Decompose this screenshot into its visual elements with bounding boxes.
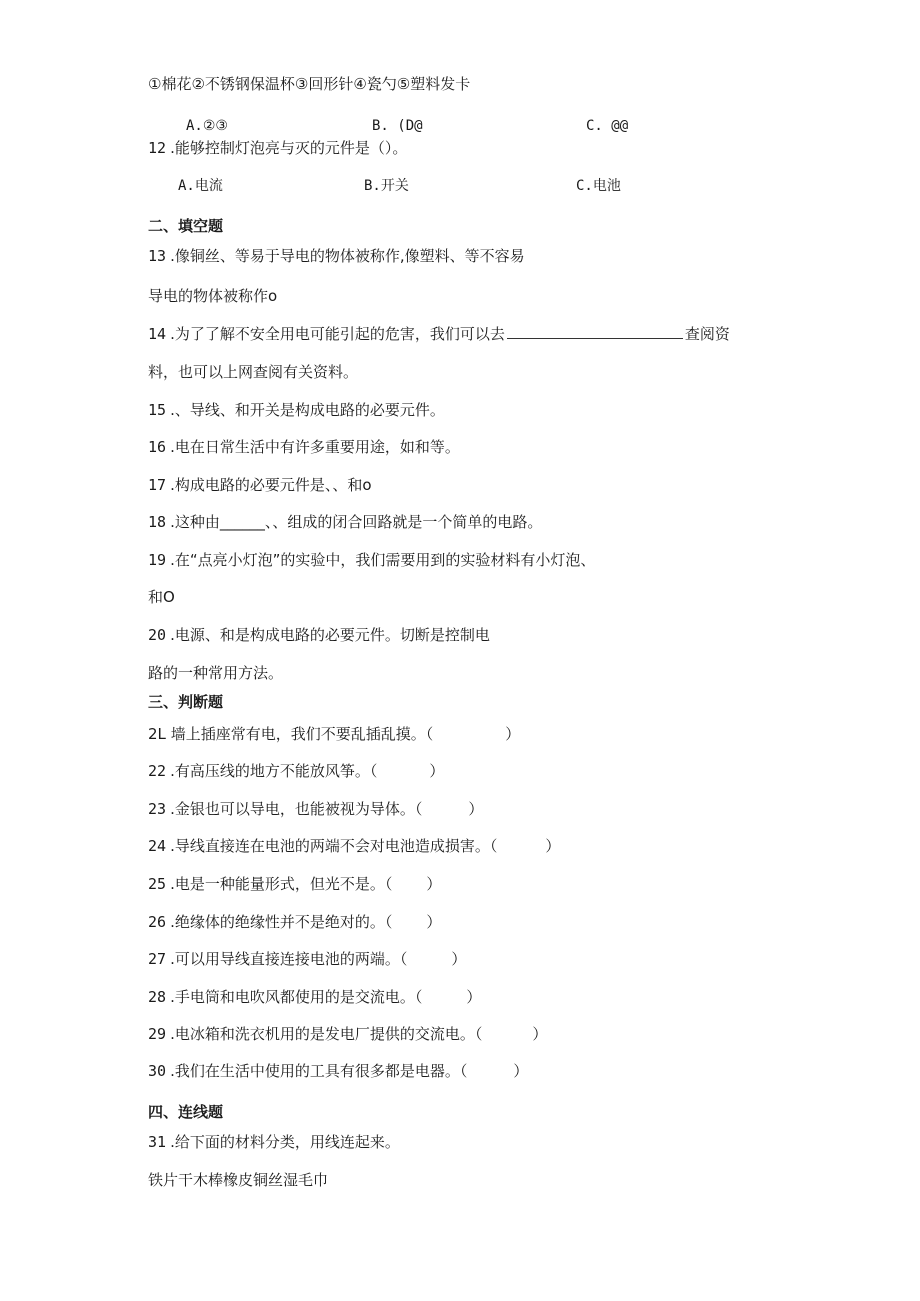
q20-number: 20 [148, 626, 167, 644]
judge-25-text: .电是一种能量形式，但光不是。（ [170, 875, 393, 893]
judge-question-28 [148, 987, 481, 1007]
judge-21-close: ） [505, 725, 521, 743]
q17-number: 17 [148, 476, 167, 494]
q12-option-c: C.电池 [576, 178, 621, 194]
q15-text: .、导线、和开关是构成电路的必要元件。 [170, 401, 445, 419]
q20-text: .电源、和是构成电路的必要元件。切断是控制电 [170, 626, 490, 644]
q19-number: 19 [148, 551, 167, 569]
judge-25-number: 25 [148, 875, 167, 893]
q18-text: .这种由______、、组成的闭合回路就是一个简单的电路。 [170, 513, 543, 531]
section-true-false-title: 三、判断题 [148, 693, 224, 711]
q11-option-c: C. @@ [586, 118, 629, 134]
judge-23-text: .金银也可以导电，也能被视为导体。（ [170, 800, 423, 818]
judge-24-close: ） [545, 837, 561, 855]
judge-28-number: 28 [148, 988, 167, 1006]
q31-question [148, 1132, 400, 1152]
q17-text: .构成电路的必要元件是、、和o [170, 476, 372, 494]
judge-24-number: 24 [148, 837, 167, 855]
judge-question-26 [148, 912, 441, 932]
q13-text: .像铜丝、等易于导电的物体被称作,像塑料、等不容易 [170, 247, 525, 265]
judge-21-text: 墙上插座常有电，我们不要乱插乱摸。（ [170, 725, 434, 743]
q14-number: 14 [148, 325, 167, 343]
judge-29-number: 29 [148, 1025, 167, 1043]
judge-question-21 [148, 724, 520, 744]
judge-question-27 [148, 949, 466, 969]
judge-21-number: 2L [148, 725, 166, 743]
judge-29-text: .电冰箱和洗衣机用的是发电厂提供的交流电。（ [170, 1025, 483, 1043]
judge-24-text: .导线直接连在电池的两端不会对电池造成损害。（ [170, 837, 498, 855]
judge-question-29 [148, 1024, 547, 1044]
q16-text: .电在日常生活中有许多重要用途，如和等。 [170, 438, 460, 456]
q15-question [148, 400, 445, 420]
q16-question [148, 437, 460, 457]
q12-question [148, 138, 407, 158]
q14-text-after: 查阅资 [684, 325, 730, 343]
q14-continuation: 料，也可以上网查阅有关资料。 [148, 363, 359, 381]
q15-number: 15 [148, 401, 167, 419]
section-fill-in-title: 二、填空题 [148, 217, 224, 235]
judge-30-close: ） [513, 1062, 529, 1080]
q31-number: 31 [148, 1133, 167, 1151]
q12-text: .能够控制灯泡亮与灭的元件是（）。 [170, 139, 408, 157]
q12-option-a: A.电流 [178, 178, 223, 194]
judge-question-24 [148, 836, 560, 856]
q31-materials: 铁片干木棒橡皮铜丝湿毛巾 [148, 1171, 329, 1189]
judge-26-number: 26 [148, 913, 167, 931]
judge-27-number: 27 [148, 950, 167, 968]
judge-26-text: .绝缘体的绝缘性并不是绝对的。（ [170, 913, 393, 931]
judge-30-text: .我们在生活中使用的工具有很多都是电器。（ [170, 1062, 468, 1080]
q19-continuation: 和O [148, 588, 175, 606]
q20-question [148, 625, 490, 645]
judge-question-22 [148, 761, 444, 781]
judge-25-close: ） [426, 875, 442, 893]
judge-question-25 [148, 874, 441, 894]
judge-question-23 [148, 799, 483, 819]
q13-number: 13 [148, 247, 167, 265]
q18-question [148, 512, 542, 532]
judge-26-close: ） [426, 913, 442, 931]
q11-option-a: A.②③ [186, 118, 228, 134]
judge-28-close: ） [466, 988, 482, 1006]
judge-27-text: .可以用导线直接连接电池的两端。（ [170, 950, 408, 968]
q11-materials: ①棉花②不锈钢保温杯③回形针④瓷勺⑤塑料发卡 [148, 75, 471, 93]
judge-27-close: ） [451, 950, 467, 968]
judge-22-close: ） [429, 762, 445, 780]
judge-29-close: ） [532, 1025, 548, 1043]
q19-text: .在“点亮小灯泡”的实验中，我们需要用到的实验材料有小灯泡、 [170, 551, 596, 569]
judge-30-number: 30 [148, 1062, 167, 1080]
q14-answer-blank[interactable] [507, 324, 683, 339]
section-matching-title: 四、连线题 [148, 1103, 224, 1121]
q19-question [148, 550, 595, 570]
q12-number: 12 [148, 139, 167, 157]
q31-text: .给下面的材料分类，用线连起来。 [170, 1133, 400, 1151]
q13-question [148, 246, 525, 266]
judge-23-number: 23 [148, 800, 167, 818]
q14-text-before: .为了了解不安全用电可能引起的危害，我们可以去 [170, 325, 505, 343]
q11-option-b: B. (D@ [372, 118, 423, 134]
q12-option-b: B.开关 [364, 178, 409, 194]
judge-22-text: .有高压线的地方不能放风筝。（ [170, 762, 378, 780]
judge-22-number: 22 [148, 762, 167, 780]
q16-number: 16 [148, 438, 167, 456]
q14-question [148, 324, 730, 344]
judge-23-close: ） [468, 800, 484, 818]
q17-question [148, 475, 372, 495]
judge-question-30 [148, 1061, 528, 1081]
q20-continuation: 路的一种常用方法。 [148, 664, 284, 682]
q13-continuation: 导电的物体被称作o [148, 287, 278, 305]
q18-number: 18 [148, 513, 167, 531]
judge-28-text: .手电筒和电吹风都使用的是交流电。（ [170, 988, 423, 1006]
